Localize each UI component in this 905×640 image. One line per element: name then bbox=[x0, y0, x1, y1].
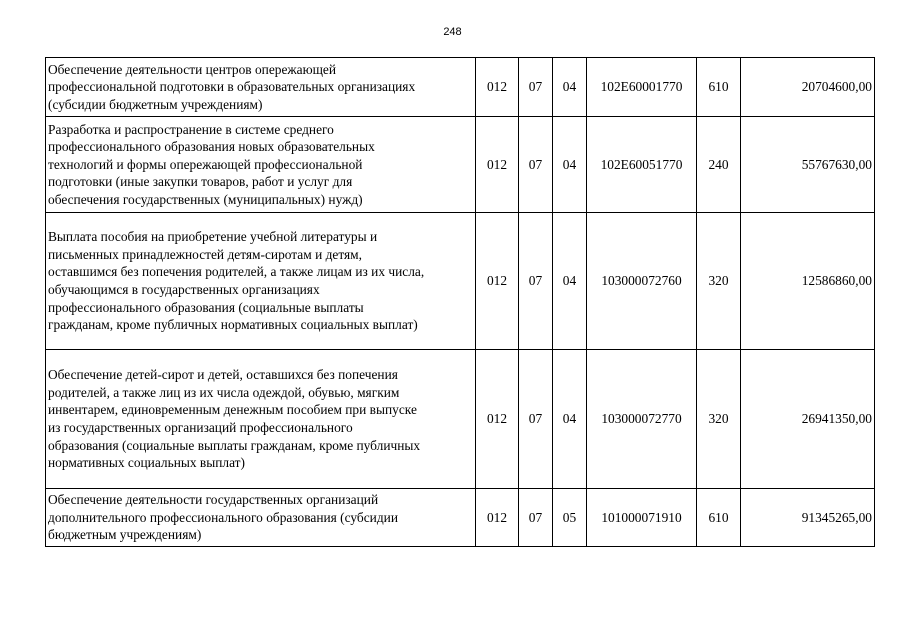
description-line: профессиональной подготовки в образовательных организациях bbox=[48, 79, 416, 95]
ministry-code: 012 bbox=[476, 58, 519, 117]
description-line: из государственных организаций профессионального bbox=[48, 420, 353, 435]
description-line: инвентарем, единовременным денежным пособием при выпуске bbox=[48, 402, 417, 418]
description-line: гражданам, кроме публичных нормативных социальных выплат) bbox=[48, 317, 418, 333]
expense-type-code: 320 bbox=[697, 213, 741, 350]
description-line: Разработка и распространение в системе среднего bbox=[48, 121, 334, 137]
description-line: профессионального образования (социальные выплаты bbox=[48, 299, 364, 315]
subsection-code: 05 bbox=[553, 489, 587, 547]
expense-type-code: 240 bbox=[697, 117, 741, 213]
description-line: бюджетным учреждениям) bbox=[48, 527, 202, 543]
row-description bbox=[46, 489, 476, 547]
target-article-code: 102E60001770 bbox=[587, 58, 697, 117]
ministry-code: 012 bbox=[476, 489, 519, 547]
subsection-code: 04 bbox=[553, 58, 587, 117]
section-code: 07 bbox=[519, 117, 553, 213]
section-code: 07 bbox=[519, 213, 553, 350]
section-code: 07 bbox=[519, 58, 553, 117]
target-article-code: 102E60051770 bbox=[587, 117, 697, 213]
table-row bbox=[46, 489, 875, 547]
amount: 55767630,00 bbox=[741, 117, 875, 213]
ministry-code: 012 bbox=[476, 350, 519, 489]
expense-type-code: 320 bbox=[697, 350, 741, 489]
table-row bbox=[46, 117, 875, 213]
amount: 20704600,00 bbox=[741, 58, 875, 117]
expense-type-code: 610 bbox=[697, 58, 741, 117]
expense-type-code: 610 bbox=[697, 489, 741, 547]
description-line: подготовки (иные закупки товаров, работ и услуг для bbox=[48, 174, 353, 190]
table-row bbox=[46, 350, 875, 489]
section-code: 07 bbox=[519, 350, 553, 489]
subsection-code: 04 bbox=[553, 350, 587, 489]
row-description bbox=[46, 58, 476, 117]
amount: 12586860,00 bbox=[741, 213, 875, 350]
description-line: Выплата пособия на приобретение учебной литературы и bbox=[48, 229, 378, 245]
description-line: Обеспечение детей-сирот и детей, оставшихся без попечения bbox=[48, 367, 398, 383]
target-article-code: 103000072770 bbox=[587, 350, 697, 489]
row-description bbox=[46, 117, 476, 213]
row-description bbox=[46, 350, 476, 489]
ministry-code: 012 bbox=[476, 213, 519, 350]
amount: 26941350,00 bbox=[741, 350, 875, 489]
subsection-code: 04 bbox=[553, 117, 587, 213]
ministry-code: 012 bbox=[476, 117, 519, 213]
table-row bbox=[46, 58, 875, 117]
description-line: обеспечения государственных (муниципальных) нужд) bbox=[48, 191, 363, 207]
description-line: образования (социальные выплаты гражданам, кроме публичных bbox=[48, 437, 421, 453]
subsection-code: 04 bbox=[553, 213, 587, 350]
target-article-code: 101000071910 bbox=[587, 489, 697, 547]
amount: 91345265,00 bbox=[741, 489, 875, 547]
page-number: 248 bbox=[443, 26, 462, 38]
description-line: дополнительного профессионального образования (субсидии bbox=[48, 509, 398, 525]
description-line: нормативных социальных выплат) bbox=[48, 455, 245, 471]
description-line: профессионального образования новых образовательных bbox=[48, 139, 375, 155]
description-line: родителей, а также лиц из их числа одеждой, обувью, мягким bbox=[48, 384, 400, 400]
row-description bbox=[46, 213, 476, 350]
description-line: технологий и формы опережающей профессиональной bbox=[48, 156, 363, 172]
description-line: (субсидии бюджетным учреждениям) bbox=[48, 96, 263, 112]
budget-table bbox=[45, 57, 875, 547]
table-row bbox=[46, 213, 875, 350]
description-line: Обеспечение деятельности центров опережающей bbox=[48, 61, 337, 77]
description-line: оставшимся без попечения родителей, а также лицам из их числа, bbox=[48, 264, 425, 280]
target-article-code: 103000072760 bbox=[587, 213, 697, 350]
description-line: обучающимся в государственных организациях bbox=[48, 282, 320, 297]
description-line: письменных принадлежностей детям-сиротам и детям, bbox=[48, 246, 362, 262]
description-line: Обеспечение деятельности государственных организаций bbox=[48, 492, 379, 508]
section-code: 07 bbox=[519, 489, 553, 547]
